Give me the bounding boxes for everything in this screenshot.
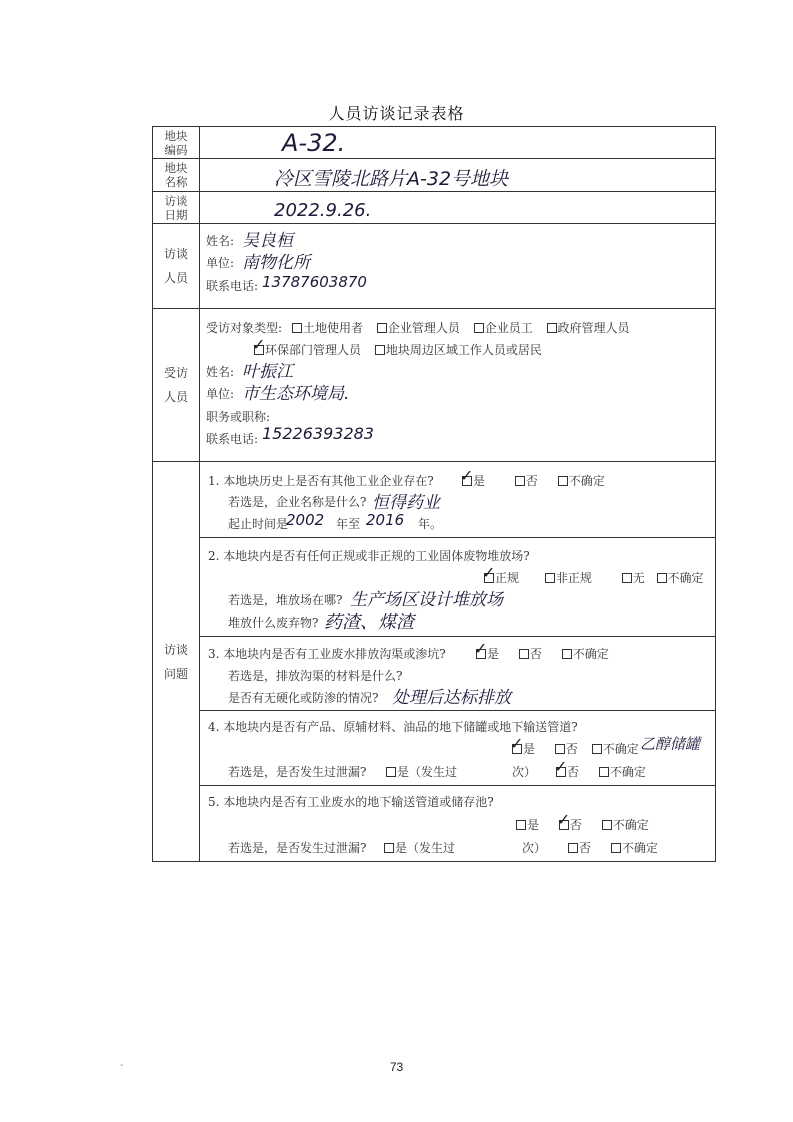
q1-option-no[interactable]: 否 — [515, 472, 538, 489]
check-mark-icon: ✓ — [554, 757, 568, 776]
q4-sub1-option-no[interactable]: ✓ 否 — [554, 757, 580, 779]
check-mark-icon: ✓ — [482, 563, 496, 582]
questions-label: 访谈 问题 — [153, 462, 200, 862]
interviewee-cell — [200, 309, 716, 462]
checkbox[interactable] — [292, 323, 302, 333]
question-3-cell — [200, 637, 716, 711]
interviewee-type-options-row1 — [292, 319, 640, 336]
q2-option-unsure[interactable]: 不确定 — [657, 569, 704, 586]
plot-name-row — [153, 159, 716, 192]
interviewee-row — [153, 309, 716, 462]
q1-period-mid: 年至 — [336, 517, 361, 531]
q4-option-yes[interactable]: ✓ 是 — [510, 734, 536, 756]
question-3-row — [153, 637, 716, 711]
checkbox[interactable] — [547, 323, 557, 333]
check-mark-icon: ✓ — [510, 734, 524, 753]
q4-sub1-options — [554, 757, 656, 780]
type-option-nearby-resident[interactable]: 地块周边区域工作人员或居民 — [375, 341, 542, 358]
checkbox[interactable] — [555, 744, 565, 754]
interviewee-type-label: 受访对象类型: — [206, 321, 283, 335]
interviewer-label: 访谈 人员 — [153, 224, 200, 309]
q4-option-no[interactable]: 否 — [555, 740, 578, 757]
q1-period-suffix: 年。 — [418, 517, 443, 531]
q1-options — [460, 466, 615, 489]
q3-options — [474, 639, 619, 662]
checkbox[interactable] — [516, 820, 526, 830]
page-title: 人员访谈记录表格 — [328, 104, 465, 123]
q1-sub1-value: 恒得药业 — [372, 493, 440, 513]
q1-year-to: 2016 — [366, 511, 405, 529]
type-option-government-manager[interactable]: 政府管理人员 — [547, 319, 630, 336]
checkbox[interactable] — [599, 767, 609, 777]
check-mark-icon: ✓ — [474, 639, 488, 658]
q4-extra-value: 乙醇储罐 — [640, 735, 701, 753]
q2-option-formal[interactable]: ✓ 正规 — [482, 563, 520, 585]
q2-sub2-label: 堆放什么废弃物? — [228, 616, 319, 630]
question-2-row — [153, 538, 716, 637]
interviewer-unit-value: 南物化所 — [242, 253, 310, 273]
q2-sub1-value: 生产场区设计堆放场 — [350, 590, 503, 610]
q3-option-unsure[interactable]: 不确定 — [562, 645, 609, 662]
q1-option-yes[interactable]: ✓ 是 — [460, 466, 486, 488]
type-option-env-dept-manager[interactable]: ✓ 环保部门管理人员 — [252, 335, 362, 357]
check-mark-icon: ✓ — [460, 466, 474, 485]
question-1-row — [153, 462, 716, 538]
plot-code-cell[interactable] — [200, 127, 716, 159]
q1-text: 1. 本地块历史上是否有其他工业企业存在? — [208, 474, 434, 488]
interviewee-phone-label: 联系电话: — [206, 432, 259, 446]
question-5-cell — [200, 786, 716, 862]
interview-date-label: 访谈 日期 — [153, 192, 200, 224]
plot-name-label: 地块 名称 — [153, 159, 200, 192]
checkbox[interactable] — [568, 843, 578, 853]
interviewer-name-value: 吴良桓 — [242, 231, 293, 251]
q5-sub1-options — [568, 839, 668, 856]
interview-date-cell[interactable] — [200, 192, 716, 224]
checkbox-checked[interactable] — [556, 810, 571, 830]
checkbox[interactable] — [375, 345, 385, 355]
interviewee-name-value: 叶振江 — [242, 362, 293, 382]
q5-text: 5. 本地块内是否有工业废水的地下输送管道或储存池? — [208, 795, 494, 809]
q4-text: 4. 本地块内是否有产品、原辅材料、油品的地下储罐或地下输送管道? — [208, 720, 578, 734]
plot-name-cell[interactable] — [200, 159, 716, 192]
q3-sub2-label: 是否有无硬化或防渗的情况? — [228, 691, 379, 705]
checkbox[interactable] — [592, 744, 602, 754]
checkbox[interactable] — [519, 649, 529, 659]
q5-option-yes[interactable]: 是 — [516, 816, 539, 833]
q2-option-none[interactable]: 无 — [622, 569, 645, 586]
question-5-row — [153, 786, 716, 862]
q2-sub1-label: 若选是，堆放场在哪? — [228, 593, 343, 607]
interviewee-unit-value: 市生态环境局. — [242, 384, 350, 404]
checkbox-checked[interactable] — [510, 734, 524, 754]
checkbox-checked[interactable] — [554, 757, 568, 777]
q2-options — [482, 563, 714, 586]
interviewer-phone-value: 13787603870 — [262, 273, 367, 291]
q2-sub2-value: 药渣、煤渣 — [324, 612, 414, 633]
checkbox[interactable] — [384, 843, 394, 853]
interviewer-row — [153, 224, 716, 309]
checkbox[interactable] — [515, 476, 525, 486]
page-number: 73 — [389, 1060, 404, 1074]
q5-sub1-label: 若选是，是否发生过泄漏? — [228, 841, 367, 855]
checkbox-checked[interactable] — [460, 466, 474, 486]
checkbox[interactable] — [602, 820, 612, 830]
q1-option-unsure[interactable]: 不确定 — [558, 472, 605, 489]
q5-sub1-opt1[interactable]: 是（发生过 — [384, 839, 455, 856]
q5-sub1-opt1-end: 次） — [522, 841, 547, 855]
q3-option-yes[interactable]: ✓ 是 — [474, 639, 500, 661]
checkbox-checked[interactable] — [482, 563, 496, 583]
q5-options — [516, 810, 659, 833]
q4-sub1-opt1-end: 次） — [512, 765, 537, 779]
interviewer-unit-label: 单位: — [206, 256, 235, 270]
interviewer-phone-label: 联系电话: — [206, 279, 259, 293]
q5-option-no[interactable]: ✓ 否 — [556, 810, 582, 832]
interview-form-table — [152, 126, 716, 862]
q3-sub1-label: 若选是，排放沟渠的材料是什么? — [228, 669, 403, 683]
type-option-enterprise-manager[interactable]: 企业管理人员 — [377, 319, 460, 336]
interview-date-value: 2022.9.26. — [274, 200, 372, 221]
q5-option-unsure[interactable]: 不确定 — [602, 816, 649, 833]
q4-options — [510, 734, 639, 757]
checkbox[interactable] — [545, 573, 555, 583]
checkbox-checked[interactable] — [252, 335, 266, 355]
interview-date-row — [153, 192, 716, 224]
plot-name-value: 冷区雪陵北路片A-32号地块 — [274, 168, 509, 190]
q4-sub1-label: 若选是，是否发生过泄漏? — [228, 765, 367, 779]
interviewer-name-label: 姓名: — [206, 234, 235, 248]
checkbox[interactable] — [622, 573, 632, 583]
q3-option-no[interactable]: 否 — [519, 645, 542, 662]
q3-text: 3. 本地块内是否有工业废水排放沟渠或渗坑? — [208, 647, 446, 661]
q4-sub1-opt1[interactable]: 是（发生过 — [386, 763, 457, 780]
q1-period-prefix: 起止时间是 — [228, 517, 289, 531]
question-4-cell — [200, 711, 716, 786]
checkbox[interactable] — [562, 649, 572, 659]
checkbox[interactable] — [386, 767, 396, 777]
q4-option-unsure[interactable]: 不确定 — [592, 740, 639, 757]
interviewee-title-label: 职务或职称: — [206, 410, 271, 424]
q4-sub1-option-unsure[interactable]: 不确定 — [599, 763, 646, 780]
q3-sub2-value: 处理后达标排放 — [392, 688, 511, 708]
checkbox-checked[interactable] — [474, 639, 488, 659]
interviewee-name-label: 姓名: — [206, 365, 235, 379]
interviewer-cell — [200, 224, 716, 309]
type-option-enterprise-staff[interactable]: 企业员工 — [474, 319, 533, 336]
check-mark-icon: ✓ — [556, 810, 571, 829]
question-1-cell — [200, 462, 716, 538]
plot-code-row — [153, 127, 716, 159]
interviewee-unit-label: 单位: — [206, 387, 235, 401]
checkbox[interactable] — [558, 476, 568, 486]
q1-year-from: 2002 — [286, 511, 325, 529]
q5-sub1-option-unsure[interactable]: 不确定 — [611, 839, 658, 856]
checkbox[interactable] — [611, 843, 621, 853]
question-4-row — [153, 711, 716, 786]
question-2-cell — [200, 538, 716, 637]
interviewee-label: 受访 人员 — [153, 309, 200, 462]
checkbox[interactable] — [657, 573, 667, 583]
q2-text: 2. 本地块内是否有任何正规或非正规的工业固体废物堆放场? — [208, 549, 530, 563]
q2-option-informal[interactable]: 非正规 — [545, 569, 592, 586]
q1-sub1-label: 若选是，企业名称是什么? — [228, 495, 367, 509]
scan-mark: - — [120, 1060, 124, 1071]
interviewee-type-options-row2 — [252, 335, 552, 358]
interviewee-phone-value: 15226393283 — [262, 424, 374, 443]
q5-sub1-option-no[interactable]: 否 — [568, 839, 591, 856]
type-option-land-user[interactable]: 土地使用者 — [292, 319, 363, 336]
checkbox[interactable] — [474, 323, 484, 333]
plot-code-label: 地块 编码 — [153, 127, 200, 159]
plot-code-value: A-32. — [282, 129, 346, 157]
checkbox[interactable] — [377, 323, 387, 333]
check-mark-icon: ✓ — [252, 335, 266, 354]
